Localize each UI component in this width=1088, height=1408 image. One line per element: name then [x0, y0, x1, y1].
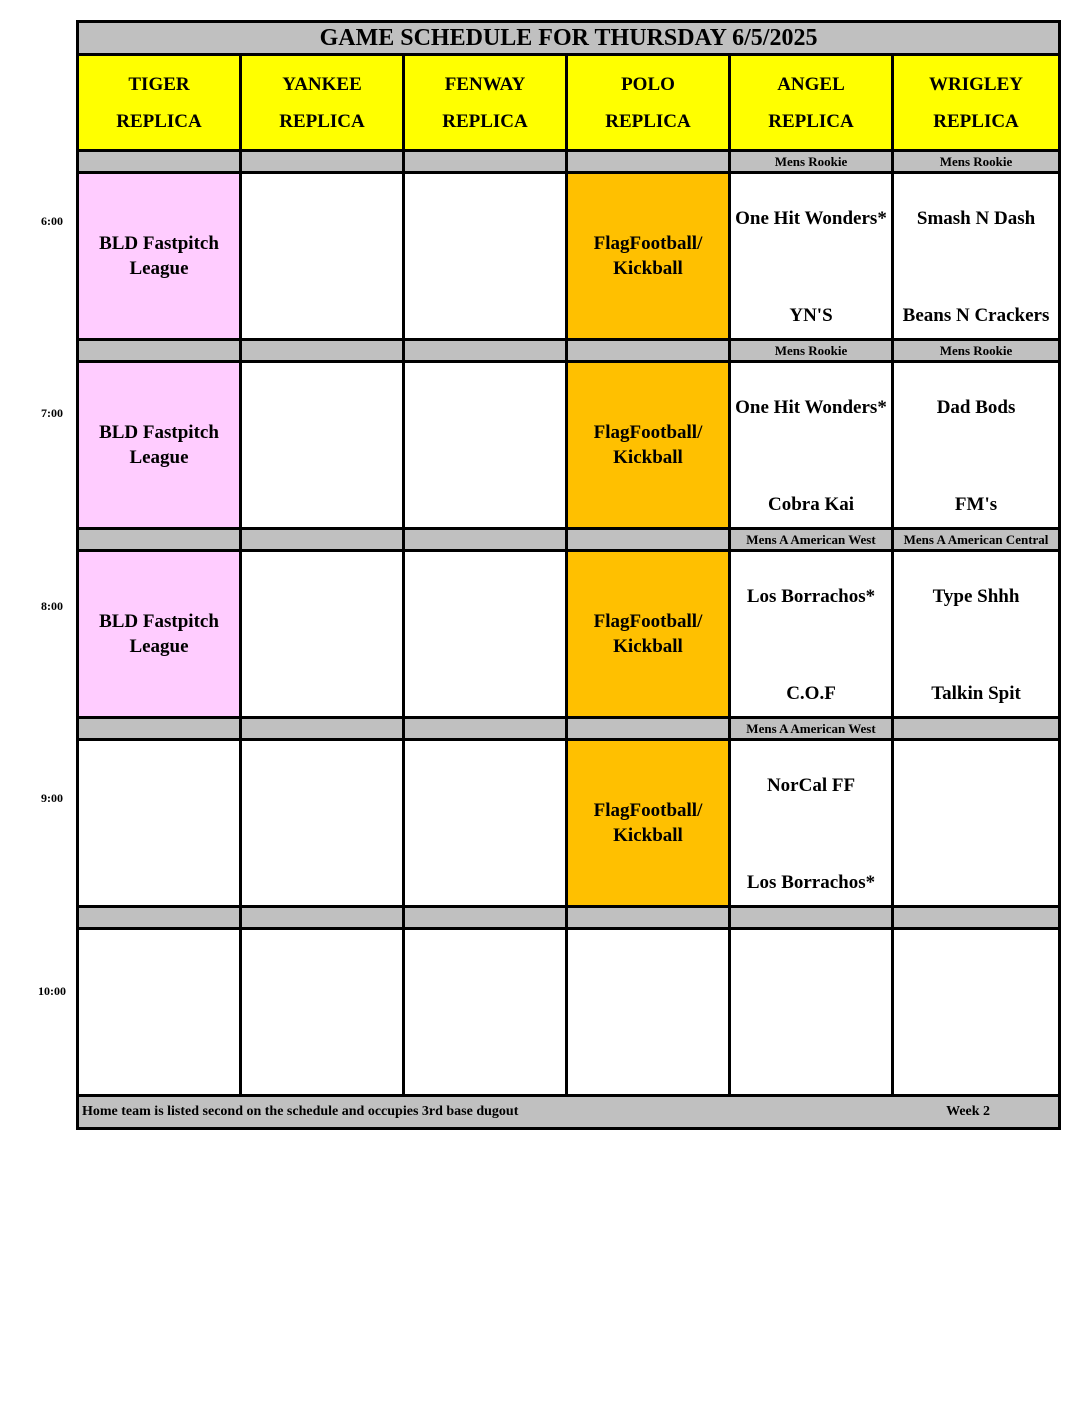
time-label: 6:00: [41, 214, 63, 228]
away-team: Los Borrachos*: [746, 585, 876, 607]
field-header-wrigley: [893, 55, 1060, 151]
field-header-polo: [567, 55, 730, 151]
empty-cell: [241, 551, 404, 718]
schedule-title: GAME SCHEDULE FOR THURSDAY 6/5/2025: [78, 22, 1060, 55]
event-name-line: BLD Fastpitch: [99, 422, 219, 443]
empty-cell: [241, 362, 404, 529]
schedule-table: [76, 20, 1061, 1130]
division-label: [567, 718, 730, 740]
field-name: WRIGLEY: [929, 73, 1023, 95]
field-subtitle: REPLICA: [116, 110, 202, 132]
division-row: [78, 907, 1060, 929]
game-row: [78, 740, 1060, 907]
event-name-line: BLD Fastpitch: [99, 233, 219, 254]
away-team: Dad Bods: [936, 396, 1016, 418]
division-label: Mens A American Central: [893, 529, 1060, 551]
field-name: YANKEE: [282, 73, 362, 95]
event-name-line: FlagFootball/: [593, 800, 703, 821]
empty-cell: [893, 740, 1060, 907]
division-label: [893, 718, 1060, 740]
field-subtitle: REPLICA: [279, 110, 365, 132]
division-label: [567, 340, 730, 362]
division-label: [78, 151, 241, 173]
time-label: 8:00: [41, 599, 63, 613]
division-label: [404, 718, 567, 740]
field-name: ANGEL: [777, 73, 845, 95]
event-cell: [78, 362, 241, 529]
field-subtitle: REPLICA: [768, 110, 854, 132]
division-label: [567, 529, 730, 551]
time-label: 9:00: [41, 791, 63, 805]
empty-cell: [567, 929, 730, 1096]
game-row: [78, 551, 1060, 718]
empty-cell: [241, 929, 404, 1096]
empty-cell: [730, 929, 893, 1096]
game-cell: [730, 551, 893, 718]
field-name: TIGER: [128, 73, 190, 95]
home-team: FM's: [954, 494, 998, 515]
division-label: Mens Rookie: [893, 340, 1060, 362]
game-cell: [730, 362, 893, 529]
game-row: [78, 173, 1060, 340]
division-label: [241, 340, 404, 362]
event-name-line: Kickball: [613, 258, 683, 279]
division-label: [404, 151, 567, 173]
game-cell: [730, 173, 893, 340]
event-name-line: League: [129, 636, 189, 657]
away-team: Type Shhh: [932, 585, 1020, 607]
empty-cell: [404, 173, 567, 340]
division-label: [893, 907, 1060, 929]
event-name-line: League: [129, 447, 189, 468]
event-name-line: BLD Fastpitch: [99, 611, 219, 632]
field-header-row: [78, 55, 1060, 151]
field-subtitle: REPLICA: [442, 110, 528, 132]
field-header-angel: [730, 55, 893, 151]
division-label: [241, 529, 404, 551]
division-label: Mens Rookie: [730, 151, 893, 173]
field-subtitle: REPLICA: [933, 110, 1019, 132]
event-cell: [567, 740, 730, 907]
empty-cell: [78, 740, 241, 907]
game-row: [78, 929, 1060, 1096]
empty-cell: [241, 740, 404, 907]
event-name-line: Kickball: [613, 825, 683, 846]
event-cell: [567, 362, 730, 529]
field-name: POLO: [621, 73, 675, 95]
home-team: Los Borrachos*: [746, 872, 876, 893]
division-label: [404, 907, 567, 929]
empty-cell: [893, 929, 1060, 1096]
empty-cell: [404, 362, 567, 529]
game-cell: [893, 362, 1060, 529]
away-team: One Hit Wonders*: [735, 396, 887, 418]
home-team: C.O.F: [786, 683, 836, 704]
away-team: Smash N Dash: [916, 207, 1036, 229]
division-label: [404, 529, 567, 551]
division-label: [241, 907, 404, 929]
division-label: [241, 151, 404, 173]
division-label: [567, 151, 730, 173]
game-cell: [730, 740, 893, 907]
event-name-line: FlagFootball/: [593, 611, 703, 632]
away-team: NorCal FF: [766, 774, 856, 796]
empty-cell: [404, 929, 567, 1096]
event-cell: [567, 173, 730, 340]
field-name: FENWAY: [444, 73, 526, 95]
game-cell: [893, 551, 1060, 718]
division-label: Mens Rookie: [730, 340, 893, 362]
home-team-note: Home team is listed second on the schedule and occupies 3rd base dugout: [82, 1104, 519, 1119]
week-label: Week 2: [946, 1104, 991, 1119]
division-row: [78, 529, 1060, 551]
empty-cell: [404, 740, 567, 907]
division-label: [404, 340, 567, 362]
division-label: [78, 529, 241, 551]
division-label: [241, 718, 404, 740]
home-team: YN'S: [789, 305, 833, 326]
game-row: [78, 362, 1060, 529]
field-subtitle: REPLICA: [605, 110, 691, 132]
event-name-line: League: [129, 258, 189, 279]
event-name-line: Kickball: [613, 636, 683, 657]
event-name-line: FlagFootball/: [593, 422, 703, 443]
division-label: [78, 907, 241, 929]
field-header-tiger: [78, 55, 241, 151]
home-team: Beans N Crackers: [902, 305, 1050, 326]
game-cell: [893, 173, 1060, 340]
time-label: 10:00: [38, 984, 66, 998]
home-team: Talkin Spit: [931, 683, 1021, 704]
empty-cell: [78, 929, 241, 1096]
event-name-line: FlagFootball/: [593, 233, 703, 254]
division-row: [78, 340, 1060, 362]
division-label: Mens A American West: [730, 529, 893, 551]
event-cell: [567, 551, 730, 718]
division-label: [567, 907, 730, 929]
field-header-yankee: [241, 55, 404, 151]
division-label: [78, 340, 241, 362]
footer-row: [78, 1096, 1060, 1129]
division-label: Mens A American West: [730, 718, 893, 740]
division-label: [78, 718, 241, 740]
home-team: Cobra Kai: [767, 494, 855, 515]
event-name-line: Kickball: [613, 447, 683, 468]
title-row: [78, 22, 1060, 55]
division-label: [730, 907, 893, 929]
division-label: Mens Rookie: [893, 151, 1060, 173]
empty-cell: [241, 173, 404, 340]
event-cell: [78, 551, 241, 718]
time-label: 7:00: [41, 406, 63, 420]
event-cell: [78, 173, 241, 340]
empty-cell: [404, 551, 567, 718]
away-team: One Hit Wonders*: [735, 207, 887, 229]
division-row: [78, 718, 1060, 740]
division-row: [78, 151, 1060, 173]
field-header-fenway: [404, 55, 567, 151]
